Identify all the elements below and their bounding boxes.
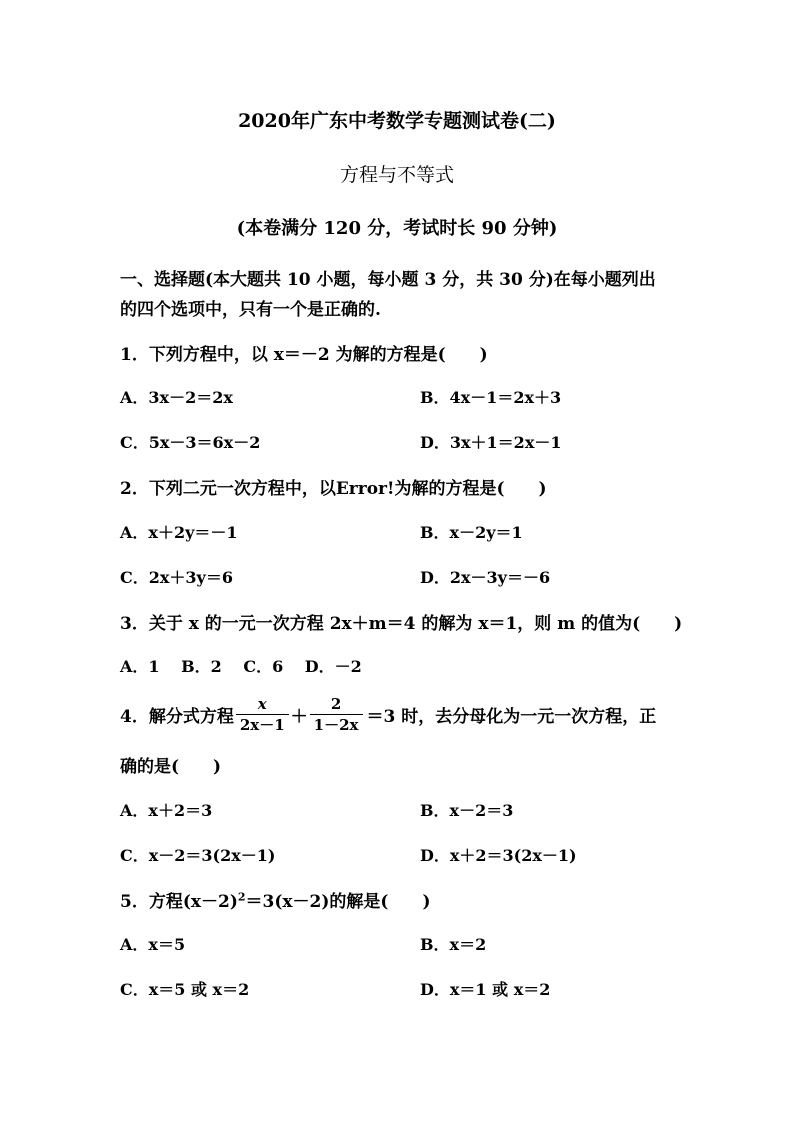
question-2-option-c: C．2x＋3y＝6	[120, 568, 233, 587]
question-4-option-b: B．x－2＝3	[420, 801, 514, 820]
fraction-1-numerator: x	[257, 695, 267, 713]
question-2-option-d: D．2x－3y＝－6	[420, 568, 551, 587]
question-4-option-d: D．x＋2＝3(2x－1)	[420, 846, 577, 865]
question-4-stem-line2: 确的是( )	[120, 757, 222, 777]
question-5-stem-post: ＝3(x－2)的解是( )	[245, 892, 431, 912]
exam-note: (本卷满分 120 分，考试时长 90 分钟)	[236, 218, 558, 239]
question-4-fraction-1	[236, 694, 289, 735]
question-5-option-d: D．x＝1 或 x＝2	[420, 980, 551, 999]
question-4-option-c: C．x－2＝3(2x－1)	[120, 846, 276, 865]
question-4-plus: ＋	[290, 707, 308, 727]
question-1-option-a: A．3x－2＝2x	[120, 388, 233, 407]
question-5-exponent: 2	[237, 890, 246, 904]
question-4-suffix: ＝3 时，去分母化为一元一次方程，正	[366, 707, 657, 727]
question-2-stem: 2．下列二元一次方程中，以Error!为解的方程是( )	[120, 479, 547, 499]
question-3-stem: 3．关于 x 的一元一次方程 2x＋m＝4 的解为 x＝1，则 m 的值为( )	[120, 614, 683, 634]
question-5-option-b: B．x＝2	[420, 935, 487, 954]
question-4-option-a: A．x＋2＝3	[120, 801, 213, 820]
question-4-stem	[120, 694, 656, 735]
question-5-stem-pre: 5．方程(x－2)	[120, 892, 238, 912]
fraction-2-denominator: 1－2x	[310, 714, 363, 735]
question-1-stem: 1．下列方程中，以 x＝－2 为解的方程是( )	[120, 345, 488, 365]
page-subtitle: 方程与不等式	[339, 164, 454, 186]
question-4-prefix: 4．解分式方程	[120, 707, 234, 727]
question-3-options: A．1 B．2 C．6 D．－2	[120, 657, 362, 676]
question-1-option-c: C．5x－3＝6x－2	[120, 433, 261, 452]
question-2-option-a: A．x＋2y＝－1	[120, 523, 238, 542]
question-5-option-c: C．x＝5 或 x＝2	[120, 980, 250, 999]
section-heading-line1: 一、选择题(本大题共 10 小题，每小题 3 分，共 30 分)在每小题列出	[120, 270, 656, 290]
fraction-2-numerator: 2	[330, 695, 342, 713]
question-1-option-d: D．3x＋1＝2x－1	[420, 433, 562, 452]
question-1-option-b: B．4x－1＝2x＋3	[420, 388, 562, 407]
page-title: 2020年广东中考数学专题测试卷(二)	[238, 110, 556, 132]
question-5-stem	[120, 887, 431, 912]
section-heading-line2: 的四个选项中，只有一个是正确的.	[120, 300, 381, 320]
question-2-option-b: B．x－2y＝1	[420, 523, 523, 542]
question-5-option-a: A．x＝5	[120, 935, 186, 954]
question-4-fraction-2	[310, 694, 363, 735]
fraction-1-denominator: 2x－1	[236, 714, 289, 735]
